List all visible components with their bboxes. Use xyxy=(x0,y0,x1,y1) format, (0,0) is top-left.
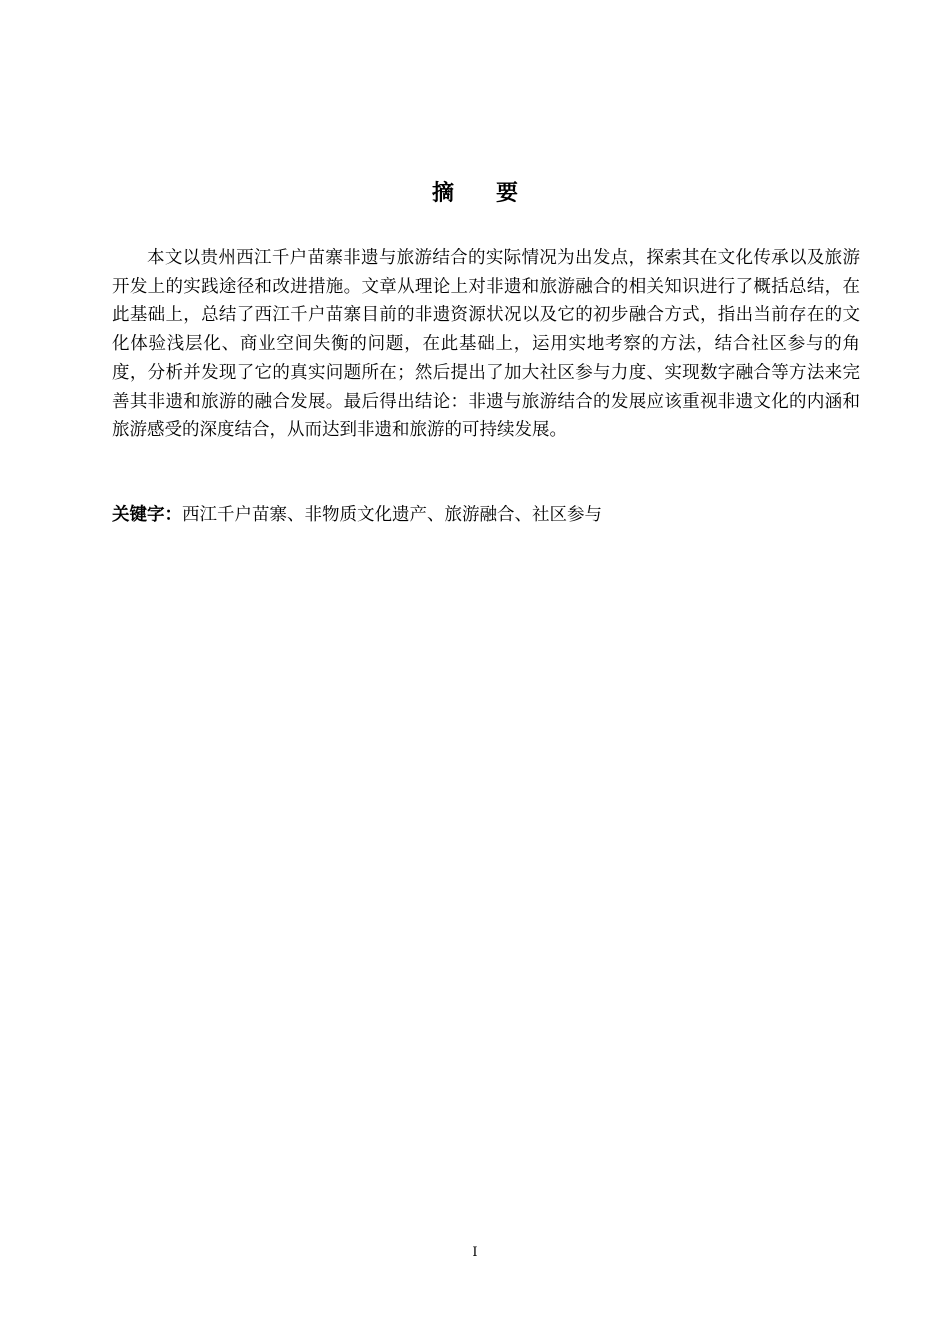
page-number: I xyxy=(472,1245,478,1260)
keywords-line xyxy=(112,501,860,530)
keywords-list: 西江千户苗寨、非物质文化遗产、旅游融合、社区参与 xyxy=(182,505,602,525)
abstract-body: 本文以贵州西江千户苗寨非遗与旅游结合的实际情况为出发点，探索其在文化传承以及旅游开发上的实践途径和改进措施。文章从理论上对非遗和旅游融合的相关知识进行了概括总结，在此基础上，总结了西江千户苗寨目前的非遗资源状况以及它的初步融合方式，指出当前存在的文化体验浅层化、商业空间失衡的问题，在此基础上，运用实地考察的方法，结合社区参与的角度，分析并发现了它的真实问题所在；然后提出了加大社区参与力度、实现数字融合等方法来完善其非遗和旅游的融合发展。最后得出结论：非遗与旅游结合的发展应该重视非遗文化的内涵和旅游感受的深度结合，从而达到非遗和旅游的可持续发展。 xyxy=(112,248,860,441)
abstract-title: 摘要 xyxy=(431,181,560,206)
keywords-label: 关键字： xyxy=(112,505,182,525)
